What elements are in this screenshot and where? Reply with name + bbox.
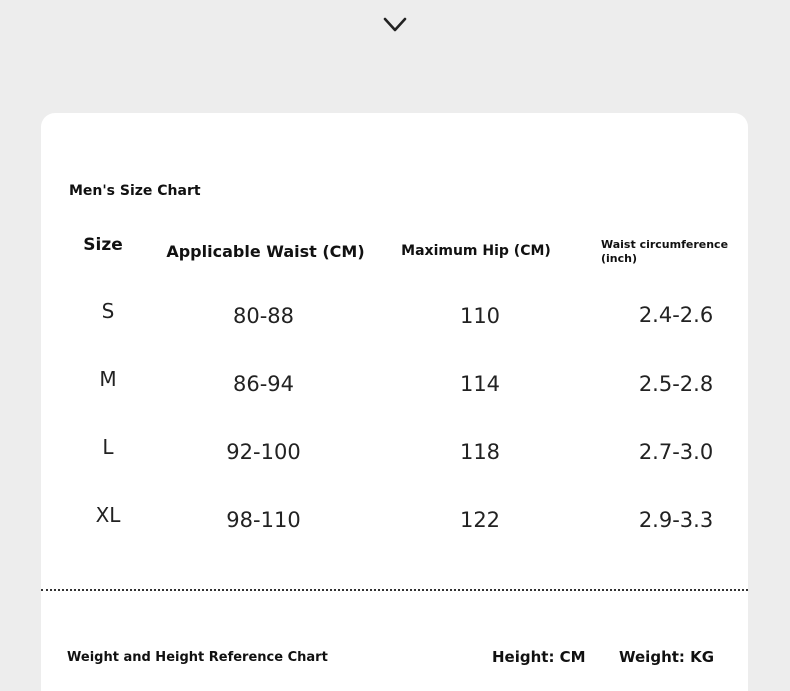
cell-inch: 2.5-2.8 (638, 372, 714, 396)
cell-hip: 114 (459, 372, 501, 396)
header-size: Size (83, 235, 123, 255)
cell-hip: 110 (459, 304, 501, 328)
cell-hip: 122 (459, 508, 501, 532)
weight-unit-label: Weight: KG (619, 648, 715, 666)
reference-chart-title: Weight and Height Reference Chart (67, 650, 328, 665)
cell-inch: 2.9-3.3 (638, 508, 714, 532)
cell-waist: 92-100 (226, 440, 301, 464)
cell-size: XL (95, 503, 121, 527)
cell-waist: 98-110 (226, 508, 301, 532)
header-hip: Maximum Hip (CM) (401, 243, 551, 259)
cell-size: S (101, 299, 115, 323)
height-unit-label: Height: CM (492, 648, 586, 666)
cell-size: L (102, 435, 114, 459)
cell-waist: 80-88 (232, 304, 295, 328)
chart-title: Men's Size Chart (69, 183, 201, 199)
dotted-divider (41, 589, 748, 591)
header-waist-inch: Waist circumference (inch) (601, 238, 729, 265)
cell-waist: 86-94 (232, 372, 295, 396)
header-waist: Applicable Waist (CM) (166, 242, 365, 261)
size-chart-card (41, 113, 748, 691)
cell-inch: 2.7-3.0 (638, 440, 714, 464)
cell-size: M (99, 367, 117, 391)
chevron-down-icon[interactable] (383, 16, 407, 34)
cell-inch: 2.4-2.6 (638, 303, 714, 327)
cell-hip: 118 (459, 440, 501, 464)
